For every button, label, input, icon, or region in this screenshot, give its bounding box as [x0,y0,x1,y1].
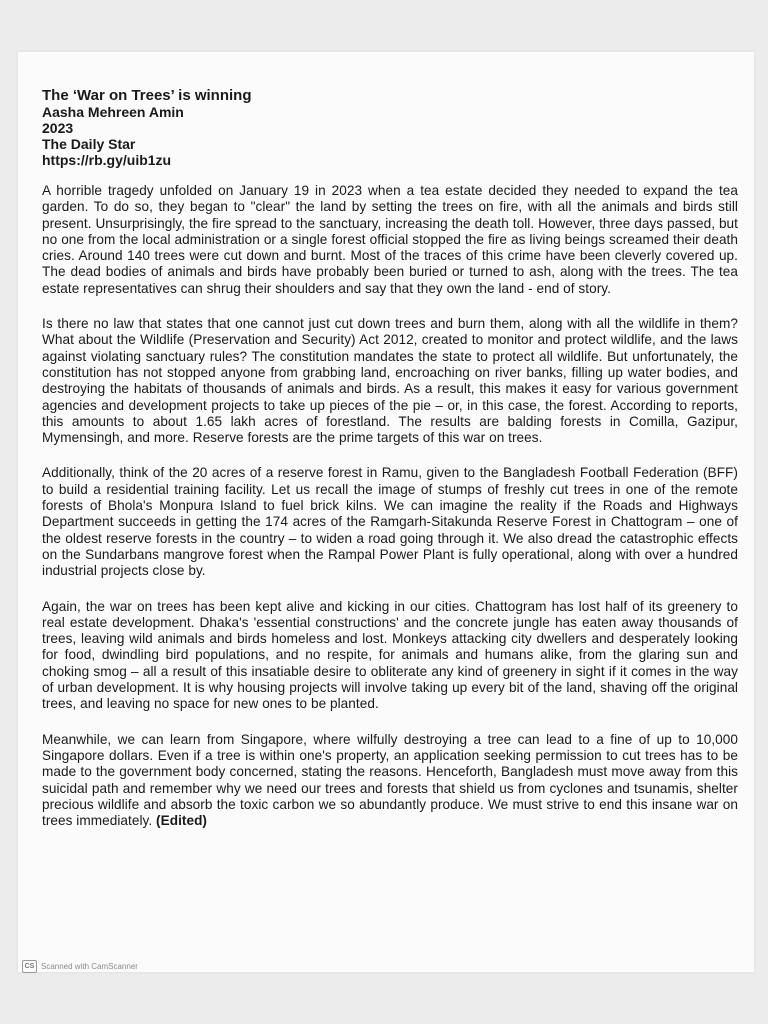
paragraph-1: A horrible tragedy unfolded on January 19 in 2023 when a tea estate decided they needed to expand the tea garden. To do so, they began to "clear" the land by setting the trees on fire, with all the animals and birds still present. Unsurprisingly, the fire spread to the sanctuary, increasing the death toll. However, three days passed, but no one from the local administration or a single forest official stopped the fire as living beings screamed their death cries. Around 140 trees were cut down and burnt. Most of the traces of this crime have been cleverly covered up. The dead bodies of animals and birds have probably been buried or turned to ash, along with the trees. The tea estate representatives can shrug their shoulders and say that they own the land - end of story. [42,183,738,296]
camscanner-text: Scanned with CamScanner [41,962,138,971]
camscanner-logo-icon: CS [22,960,37,973]
article-publication: The Daily Star [42,136,136,152]
paragraph-2: Is there no law that states that one cannot just cut down trees and burn them, along with all the wildlife in them? What about the Wildlife (Preservation and Security) Act 2012, created to monitor and protect wildlife, and the laws against violating sanctuary rules? The constitution mandates the state to protect all wildlife. But unfortunately, the constitution has not stopped anyone from grabbing land, encroaching on river banks, filling up water bodies, and destroying the habitats of thousands of animals and birds. As a result, this makes it easy for various government agencies and development projects to take up pieces of the pie – or, in this case, the forest. According to reports, this amounts to about 1.65 lakh acres of forestland. The results are balding forests in Comilla, Gazipur, Mymensingh, and more. Reserve forests are the prime targets of this war on trees. [42,316,738,446]
edited-label: (Edited) [156,813,208,829]
article-author: Aasha Mehreen Amin [42,104,184,120]
paragraph-5 [42,732,738,830]
camscanner-watermark [22,960,138,973]
paragraph-3: Additionally, think of the 20 acres of a reserve forest in Ramu, given to the Bangladesh Football Federation (BFF) to build a residential training facility. Let us recall the image of stumps of freshly cut trees in one of the remote forests of Bhola's Monpura Island to fuel brick kilns. We can imagine the reality if the Roads and Highways Department succeeds in getting the 174 acres of the Ramgarh-Sitakunda Reserve Forest in Chattogram – one of the oldest reserve forests in the country – to widen a road going through it. We also dread the catastrophic effects on the Sundarbans mangrove forest when the Rampal Power Plant is fully operational, along with over a hundred industrial projects close by. [42,465,738,579]
document-content [42,88,738,848]
paragraph-4: Again, the war on trees has been kept alive and kicking in our cities. Chattogram has lost half of its greenery to real estate development. Dhaka's 'essential constructions' and the concrete jungle has eaten away thousands of trees, leaving wild animals and birds homeless and lost. Monkeys attacking city dwellers and desperately looking for food, dwindling bird populations, and no respite, for animals and humans alike, from the glaring sun and choking smog – all a result of this insatiable desire to obliterate any kind of greenery in sight if it comes in the way of urban development. It is why housing projects will involve taking up every bit of the land, shaving off the original trees, and leaving no space for new ones to be planted. [42,598,738,712]
article-title: The ‘War on Trees’ is winning [42,87,252,104]
article-header [42,88,738,168]
document-page [18,52,754,972]
article-link: https://rb.gy/uib1zu [42,152,172,168]
article-year: 2023 [42,120,74,136]
paragraph-5-text: Meanwhile, we can learn from Singapore, where wilfully destroying a tree can lead to a fine of up to 10,000 Singapore dollars. Even if a tree is within one's property, an application seeking permission to cut trees has to be made to the government body concerned, stating the reasons. Henceforth, Bangladesh must move away from this suicidal path and remember why we need our trees and forests that shield us from cyclones and tsunamis, shelter precious wildlife and absorb the toxic carbon we so abundantly produce. We must strive to end this insane war on trees immediately. [42,731,738,829]
